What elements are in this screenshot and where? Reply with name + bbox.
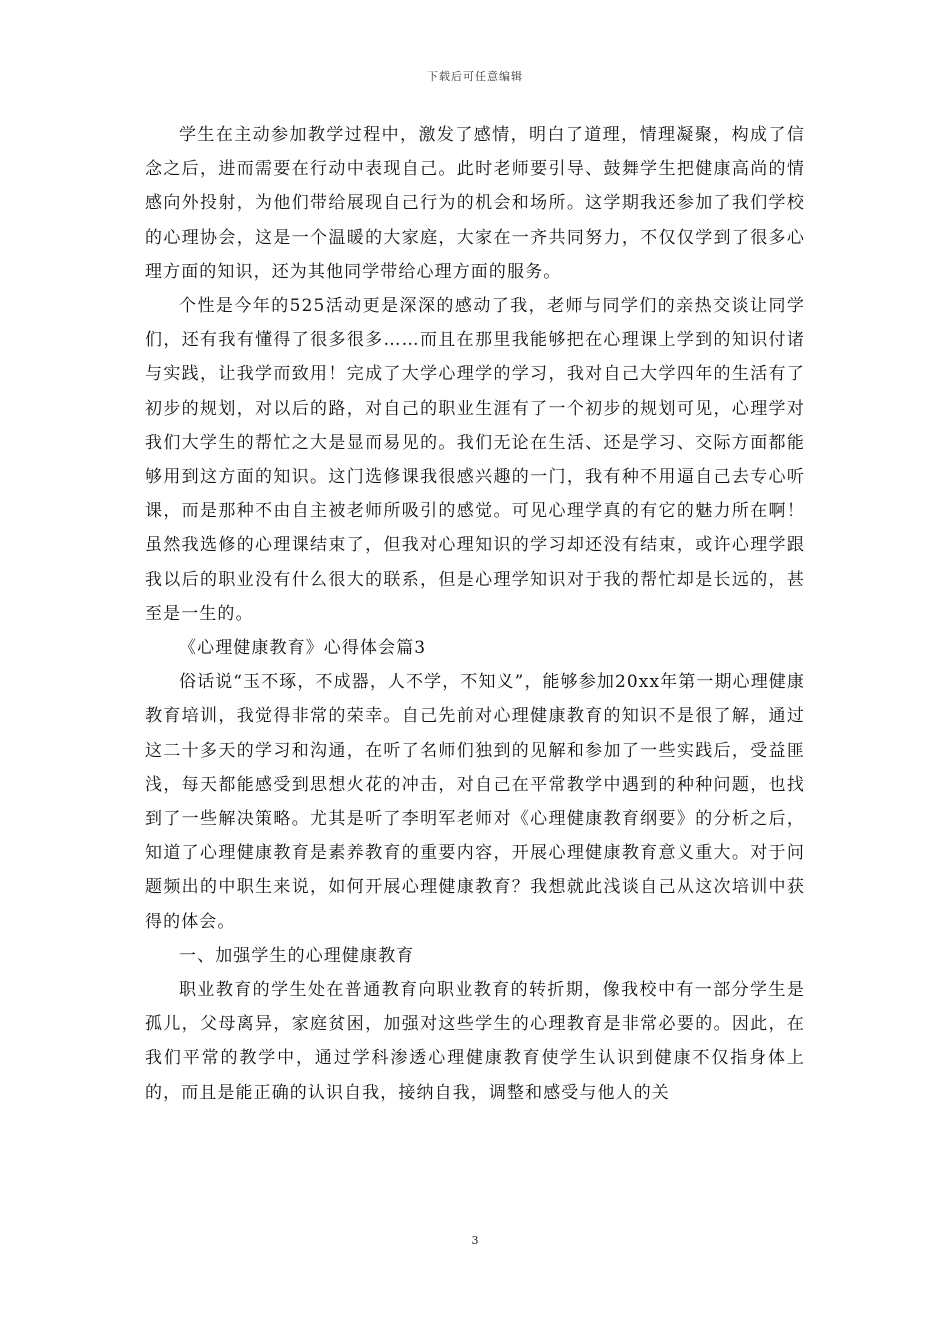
body-paragraph: 学生在主动参加教学过程中，激发了感情，明白了道理，情理凝聚，构成了信念之后，进而需要在行动中表现自己。此时老师要引导、鼓舞学生把健康高尚的情感向外投射，为他们带给展现自己行为的机会和场所。这学期我还参加了我们学校的心理协会，这是一个温暖的大家庭，大家在一齐共同努力，不仅仅学到了很多心理方面的知识，还为其他同学带给心理方面的服务。 [145, 125, 805, 282]
section-heading: 一、加强学生的心理健康教育 [179, 945, 415, 966]
document-body [145, 118, 805, 1110]
body-paragraph: 职业教育的学生处在普通教育向职业教育的转折期，像我校中有一部分学生是孤儿，父母离异，家庭贫困，加强对这些学生的心理教育是非常必要的。因此，在我们平常的教学中，通过学科渗透心理健康教育使学生认识到健康不仅指身体上的，而且是能正确的认识自我，接纳自我，调整和感受与他人的关 [145, 980, 805, 1103]
body-paragraph: 俗话说“玉不琢，不成器，人不学，不知义”，能够参加20xx年第一期心理健康教育培训，我觉得非常的荣幸。自己先前对心理健康教育的知识不是很了解，通过这二十多天的学习和沟通，在听了名师们独到的见解和参加了一些实践后，受益匪浅，每天都能感受到思想火花的冲击，对自己在平常教学中遇到的种种问题，也找到了一些解决策略。尤其是听了李明军老师对《心理健康教育纲要》的分析之后，知道了心理健康教育是素养教育的重要内容，开展心理健康教育意义重大。对于问题频出的中职生来说，如何开展心理健康教育？我想就此浅谈自己从这次培训中获得的体会。 [145, 672, 805, 932]
page-header: 下载后可任意编辑 [427, 70, 523, 83]
body-paragraph: 个性是今年的525活动更是深深的感动了我，老师与同学们的亲热交谈让同学们，还有我有懂得了很多很多……而且在那里我能够把在心理课上学到的知识付诸与实践，让我学而致用！完成了大学心理学的学习，我对自己大学四年的生活有了初步的规划，对以后的路，对自己的职业生涯有了一个初步的规划可见，心理学对我们大学生的帮忙之大是显而易见的。我们无论在生活、还是学习、交际方面都能够用到这方面的知识。这门选修课我很感兴趣的一门，我有种不用逼自己去专心听课，而是那种不由自主被老师所吸引的感觉。可见心理学真的有它的魅力所在啊！虽然我选修的心理课结束了，但我对心理知识的学习却还没有结束，或许心理学跟我以后的职业没有什么很大的联系，但是心理学知识对于我的帮忙却是长远的，甚至是一生的。 [145, 296, 805, 624]
section-title: 《心理健康教育》心得体会篇3 [179, 638, 427, 659]
page-number: 3 [471, 1234, 479, 1247]
